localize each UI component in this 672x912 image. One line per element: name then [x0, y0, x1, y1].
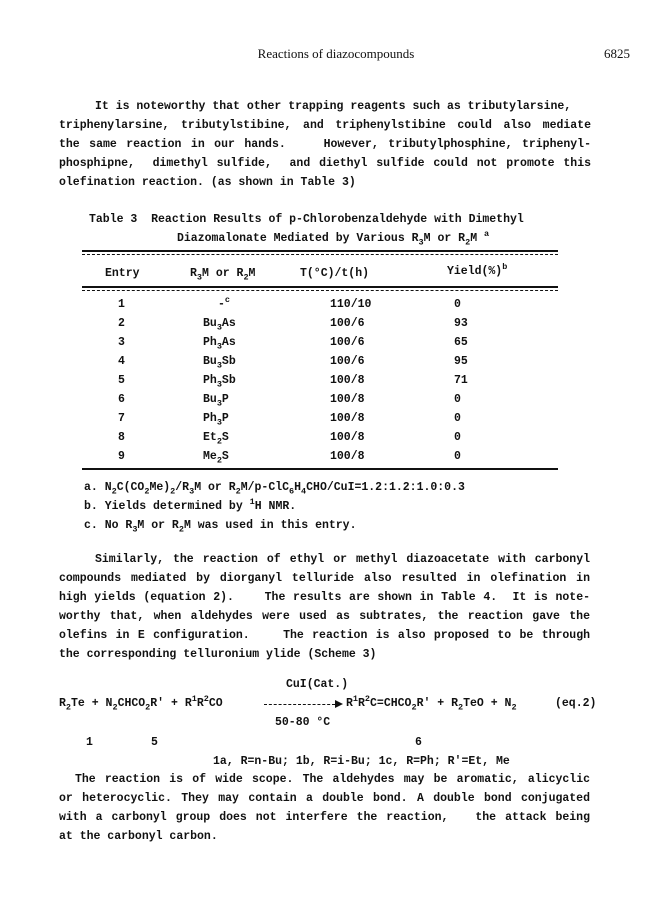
equation-reactants: $R_2Te$ + $N_2CHCO_2R' + R^1R^2CO$	[59, 694, 223, 713]
paragraph-line: compounds mediated by diorganyl telluride also resulted in olefination in	[59, 572, 590, 585]
running-header-title: Reactions of diazocompounds	[257, 46, 415, 61]
equation-products: $R^1R^2C=CHCO_2R' + R_2TeO + N_2$	[346, 694, 517, 713]
page-number: 6825	[604, 46, 630, 61]
equation-catalyst: CuI(Cat.)	[286, 678, 349, 691]
equation-temperature: 50-80 °C	[275, 716, 331, 729]
table-caption-line2: Diazomalonate Mediated by Various $R_3M$ or $R_2M$ $^a$	[177, 229, 490, 248]
reaction-arrow	[264, 704, 335, 705]
compound-number-reagent: 1	[86, 736, 93, 749]
compound-number-product: 6	[415, 736, 422, 749]
paragraph-line: olefination reaction. (as shown in Table 3)	[59, 176, 356, 189]
paragraph-line: the same reaction in our hands. However, tributylphosphine, triphenyl-	[59, 138, 591, 151]
table-header-rule	[82, 286, 558, 288]
header-yield: Yield(%)$^b$	[447, 262, 508, 278]
paragraph-line: phosphipne, dimethyl sulfide, and diethyl sulfide could not promote this	[59, 157, 591, 170]
table-caption-line1: Reaction Results of p-Chlorobenzaldehyde with Dimethyl	[151, 213, 524, 226]
paragraph-line: high yields (equation 2). The results are shown in Table 4. It is note-	[59, 591, 590, 604]
paragraph-line: triphenylarsine, tributylstibine, and triphenylstibine could also mediate	[59, 119, 591, 132]
paragraph-line: Similarly, the reaction of ethyl or methyl diazoacetate with carbonyl	[95, 553, 590, 566]
table-bottom-rule	[82, 468, 558, 470]
paragraph-line: or heterocyclic. They may contain a double bond. A double bond conjugated	[59, 792, 590, 805]
paragraph-line: worthy that, when aldehydes were used as subtrates, the reaction gave the	[59, 610, 590, 623]
table-caption	[89, 213, 524, 226]
paragraph-line: at the carbonyl carbon.	[59, 830, 218, 843]
table-caption-label: Table 3	[89, 213, 138, 226]
paragraph-line: olefins in E configuration. The reaction is also proposed to be through	[59, 629, 590, 642]
header-entry: Entry	[105, 267, 140, 280]
footnote-c: c. No $R_3M$ or $R_2M$ was used in this entry.	[84, 519, 357, 535]
paragraph-line: It is noteworthy that other trapping reagents such as tributylarsine,	[95, 100, 572, 113]
header-conditions: T(°C)/t(h)	[300, 267, 370, 280]
table-header-rule-dashed	[82, 290, 558, 291]
paragraph-line: the corresponding telluronium ylide (Scheme 3)	[59, 648, 377, 661]
equation-substituents: 1a, R=n-Bu; 1b, R=i-Bu; 1c, R=Ph; R'=Et, Me	[213, 755, 510, 768]
table-top-rule-dashed	[82, 254, 558, 255]
footnote-b: b. Yields determined by $^1$H NMR.	[84, 497, 297, 513]
paragraph-line: The reaction is of wide scope. The aldehydes may be aromatic, alicyclic	[75, 773, 590, 786]
compound-number-diazo: 5	[151, 736, 158, 749]
header-reagent: $R_3M$ or $R_2M$	[190, 267, 256, 283]
reaction-arrowhead	[335, 700, 343, 708]
paragraph-line: with a carbonyl group does not interfere the reaction, the attack being	[59, 811, 590, 824]
footnote-a: a. $N_2C(CO_2Me)_2/R_3M$ or $R_2M/p-ClC_6H_4CHO/CuI=1.2:1.2:1.0:0.3$	[84, 481, 465, 497]
equation-label: (eq.2)	[555, 697, 597, 710]
table-top-rule	[82, 250, 558, 252]
